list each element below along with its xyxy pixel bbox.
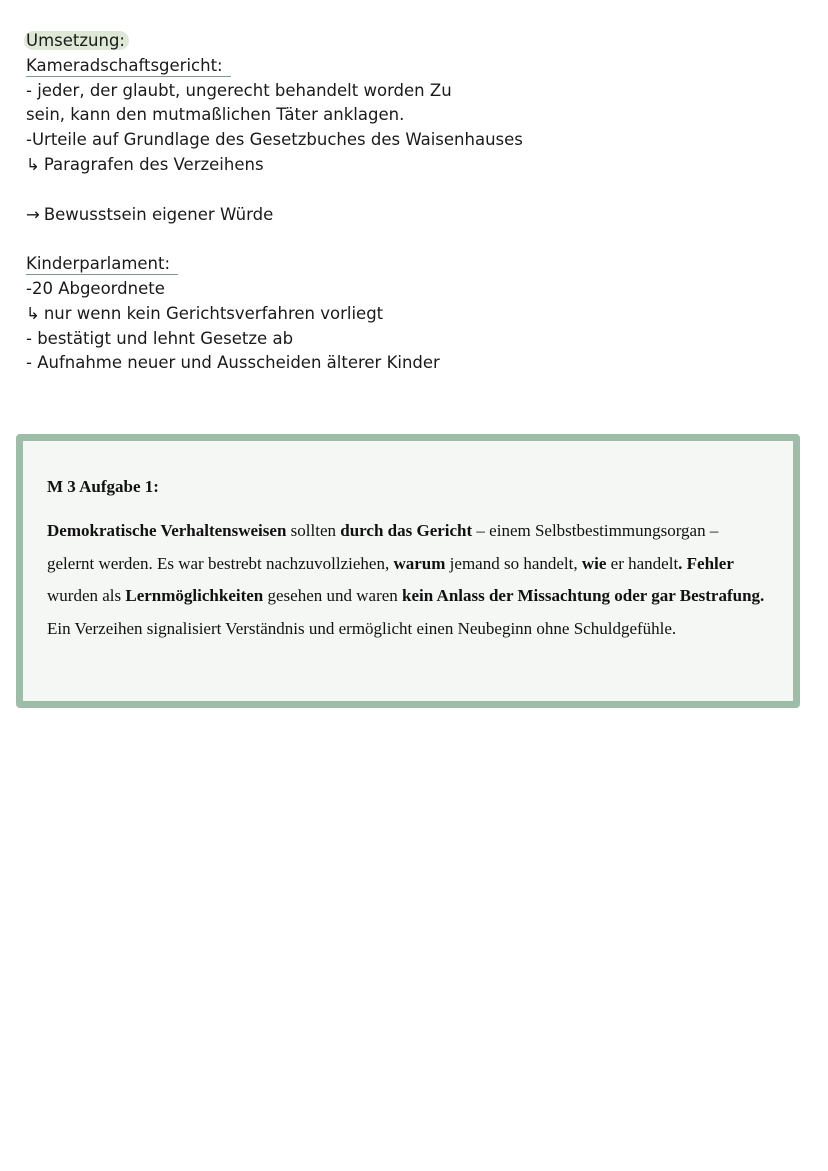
task-text: Ein Verzeihen signalisiert Verständnis und ermöglicht einen Neubeginn ohne Schuldgefühle. bbox=[47, 618, 677, 638]
note-line: sein, kann den mutmaßlichen Täter anklagen. bbox=[26, 105, 405, 125]
note-line: -Urteile auf Grundlage des Gesetzbuches des Waisenhauses bbox=[26, 130, 523, 150]
note-line: -20 Abgeordnete bbox=[26, 278, 165, 298]
conclusion-text: Bewusstsein eigener Würde bbox=[43, 204, 274, 224]
right-arrow-icon: → bbox=[26, 204, 40, 224]
subheading-line bbox=[26, 252, 786, 277]
task-text-bold: wie bbox=[581, 553, 607, 573]
subheading-kinderparlament: Kinderparlament: bbox=[26, 253, 178, 275]
section-heading-line bbox=[26, 29, 786, 54]
note-sub-text: Paragrafen des Verzeihens bbox=[43, 154, 264, 174]
task-text: sollten bbox=[286, 521, 341, 540]
task-box bbox=[16, 434, 800, 708]
task-text-bold: . Fehler bbox=[678, 553, 734, 573]
conclusion-line bbox=[26, 203, 786, 228]
task-text-bold: kein Anlass der Missachtung oder gar Bestrafung. bbox=[402, 586, 765, 605]
note-line: - jeder, der glaubt, ungerecht behandelt worden Zu bbox=[26, 80, 452, 100]
task-text: gesehen und waren bbox=[263, 586, 403, 605]
task-text: er handelt bbox=[606, 553, 679, 573]
note-line: - Aufnahme neuer und Ausscheiden älterer Kinder bbox=[26, 353, 440, 373]
task-text: wurden als bbox=[47, 586, 126, 605]
note-sub-line bbox=[26, 302, 786, 327]
handwritten-notes bbox=[26, 29, 786, 376]
task-text: jemand so handelt, bbox=[445, 553, 582, 573]
note-line: - bestätigt und lehnt Gesetze ab bbox=[26, 328, 294, 348]
subheading-kameradschaftsgericht: Kameradschaftsgericht: bbox=[26, 55, 231, 77]
task-text-bold: Lernmöglichkeiten bbox=[125, 586, 264, 605]
return-arrow-icon: ↳ bbox=[26, 154, 40, 174]
section-heading-umsetzung: Umsetzung: bbox=[24, 31, 129, 50]
note-sub-line bbox=[26, 153, 786, 178]
return-arrow-icon: ↳ bbox=[26, 303, 40, 323]
task-paragraph bbox=[47, 515, 767, 645]
task-text: – einem Selbstbestimmungsorgan – gelernt werden. Es war bestrebt nachzuvollziehen, bbox=[47, 521, 719, 573]
task-text-bold: durch das Gericht bbox=[340, 521, 473, 540]
subheading-line bbox=[26, 54, 786, 79]
task-text-bold: warum bbox=[393, 553, 446, 573]
spacer bbox=[26, 227, 786, 252]
task-box-content bbox=[47, 475, 767, 645]
task-text-bold: Demokratische Verhaltensweisen bbox=[47, 521, 287, 540]
spacer bbox=[26, 178, 786, 203]
note-sub-text: nur wenn kein Gerichtsverfahren vorliegt bbox=[43, 303, 384, 323]
task-title: M 3 Aufgabe 1: bbox=[47, 477, 159, 496]
